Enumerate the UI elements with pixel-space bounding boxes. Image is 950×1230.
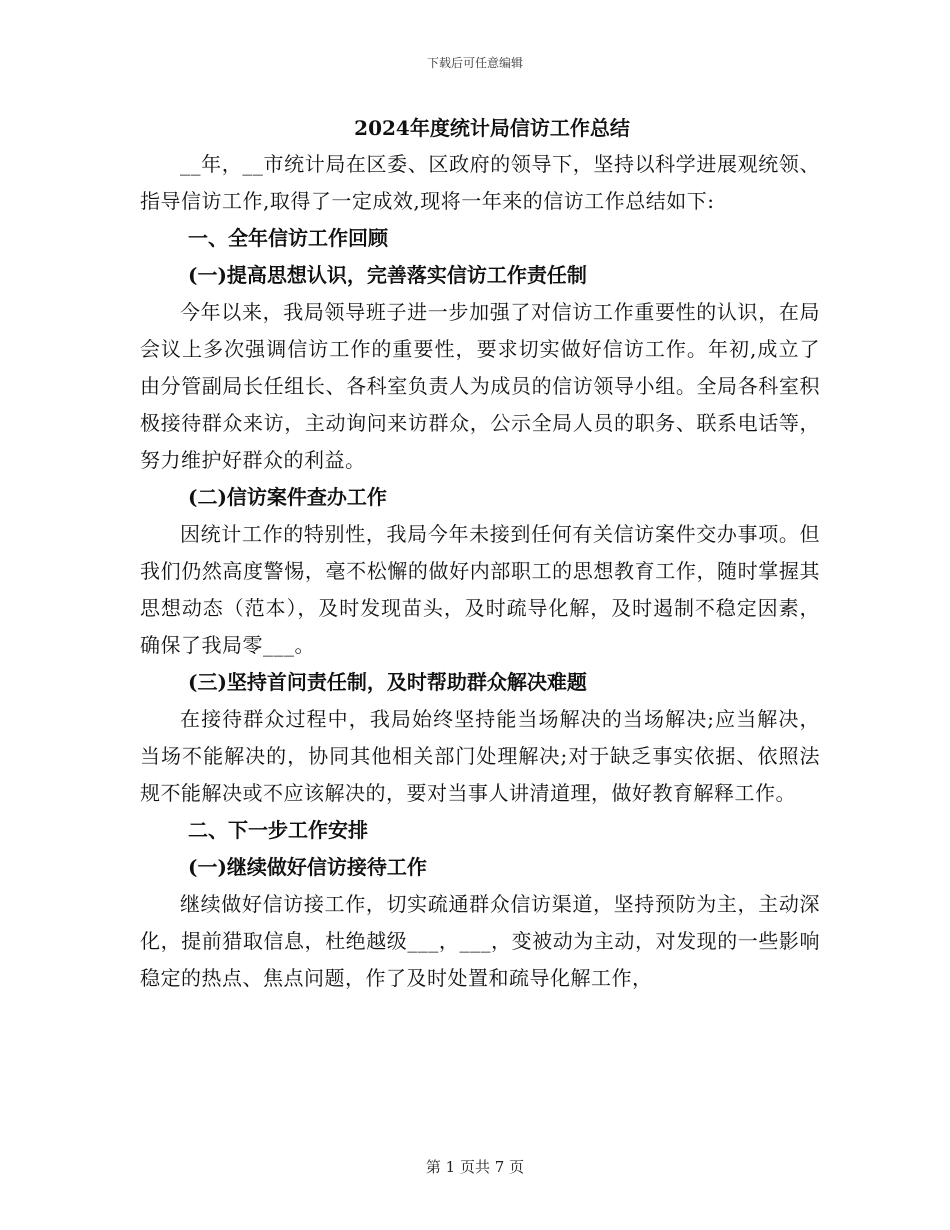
section-heading-2: 二、下一步工作安排 [188, 818, 368, 842]
subsection-heading-1-1: (一)提高思想认识，完善落实信访工作责任制 [188, 263, 587, 287]
intro-paragraph: __年，__市统计局在区委、区政府的领导下，坚持以科学进展观统领、指导信访工作,取得了一定成效,现将一年来的信访工作总结如下: [140, 152, 820, 213]
page-number-footer: 第 1 页共 7 页 [425, 1158, 525, 1176]
document-title: 2024年度统计局信访工作总结 [354, 116, 630, 140]
subsection-paragraph-1-3: 在接待群众过程中，我局始终坚持能当场解决的当场解决;应当解决，当场不能解决的，协同其他相关部门处理解决;对于缺乏事实依据、依照法规不能解决或不应该解决的，要对当事人讲清道理，做好教育解释工作。 [140, 707, 820, 805]
subsection-paragraph-2-1: 继续做好信访接工作，切实疏通群众信访渠道，坚持预防为主，主动深化，提前猎取信息，杜绝越级___，___，变被动为主动，对发现的一些影响稳定的热点、焦点问题，作了及时处置和疏导化解工作， [140, 892, 820, 990]
page-header-note: 下载后可任意编辑 [426, 56, 523, 70]
subsection-heading-2-1: (一)继续做好信访接待工作 [188, 855, 427, 879]
subsection-paragraph-1-1: 今年以来，我局领导班子进一步加强了对信访工作重要性的认识，在局会议上多次强调信访工作的重要性，要求切实做好信访工作。年初,成立了由分管副局长任组长、各科室负责人为成员的信访领导小组。全局各科室积极接待群众来访，主动询问来访群众，公示全局人员的职务、联系电话等，努力维护好群众的利益。 [140, 300, 820, 472]
subsection-heading-1-2: (二)信访案件查办工作 [188, 485, 387, 509]
subsection-heading-1-3: (三)坚持首问责任制，及时帮助群众解决难题 [188, 670, 587, 694]
subsection-paragraph-1-2: 因统计工作的特别性，我局今年未接到任何有关信访案件交办事项。但我们仍然高度警惕，毫不松懈的做好内部职工的思想教育工作，随时掌握其思想动态（范本），及时发现苗头，及时疏导化解，及时遏制不稳定因素，确保了我局零___。 [140, 522, 820, 657]
document-body [140, 110, 820, 997]
section-heading-1: 一、全年信访工作回顾 [188, 226, 388, 250]
